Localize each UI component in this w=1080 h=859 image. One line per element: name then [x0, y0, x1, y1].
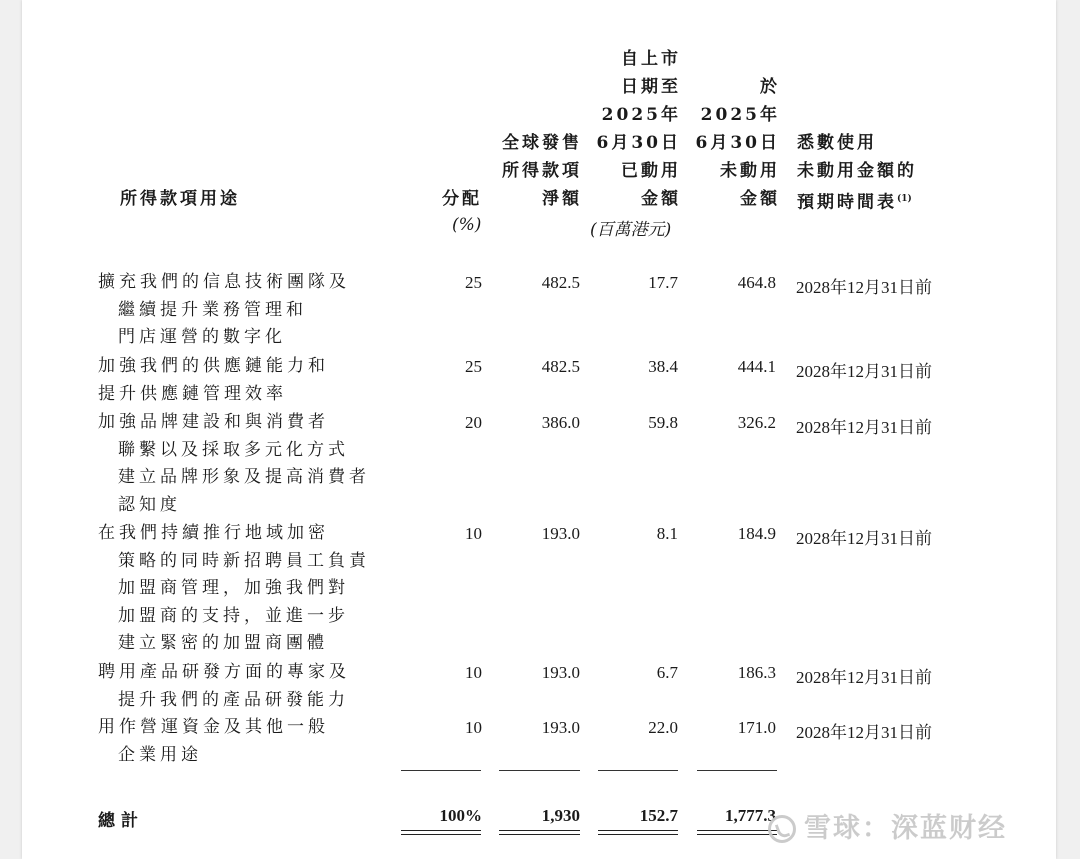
- row-utilized: 38.4: [648, 357, 678, 376]
- row-timeline: 2028年12月31日前: [796, 362, 932, 381]
- row-timeline: 2028年12月31日前: [796, 529, 932, 548]
- row-allocation: 25: [465, 357, 482, 376]
- total-label: 總計: [98, 811, 144, 831]
- footnote-marker: (1): [897, 194, 912, 204]
- row-unutilized: 186.3: [737, 663, 776, 682]
- row-unutilized: 464.8: [737, 273, 776, 292]
- row-timeline: 2028年12月31日前: [796, 278, 932, 297]
- table-row-purpose: 在我們持續推行地域加密 策略的同時新招聘員工負責 加盟商管理，加強我們對 加盟商的支持，並進一步 建立緊密的加盟商團體: [98, 523, 370, 653]
- row-unutilized: 444.1: [737, 357, 776, 376]
- watermark: 雪球：深蓝财经: [768, 806, 1007, 845]
- row-net-proceeds: 193.0: [541, 524, 580, 543]
- header-utilized: 自上市 日期至 2025年 6月30日 已動用 金額: [596, 49, 681, 209]
- row-unutilized: 184.9: [737, 524, 776, 543]
- table-row-purpose: 加強我們的供應鏈能力和 提升供應鏈管理效率: [98, 356, 329, 404]
- unit-hkd-million: (百萬港元): [590, 220, 672, 240]
- total-net-proceeds: 1,930: [541, 806, 580, 825]
- total-double-rule: [401, 830, 481, 835]
- row-net-proceeds: 193.0: [541, 718, 580, 737]
- row-allocation: 10: [465, 718, 482, 737]
- total-double-rule: [598, 830, 678, 835]
- row-allocation: 20: [465, 413, 482, 432]
- snowball-logo-icon: [768, 815, 796, 843]
- total-double-rule: [697, 830, 777, 835]
- total-utilized: 152.7: [639, 806, 678, 825]
- table-row-purpose: 聘用產品研發方面的專家及 提升我們的產品研發能力: [98, 662, 350, 710]
- row-timeline: 2028年12月31日前: [796, 723, 932, 742]
- row-net-proceeds: 386.0: [541, 413, 580, 432]
- table-row-purpose: 擴充我們的信息技術團隊及 繼續提升業務管理和 門店運營的數字化: [98, 272, 350, 347]
- subtotal-rule: [598, 770, 678, 771]
- row-allocation: 25: [465, 273, 482, 292]
- total-unutilized: 1,777.3: [725, 806, 776, 825]
- row-unutilized: 171.0: [737, 718, 776, 737]
- row-utilized: 59.8: [648, 413, 678, 432]
- row-net-proceeds: 482.5: [541, 273, 580, 292]
- row-unutilized: 326.2: [737, 413, 776, 432]
- header-purpose: 所得款項用途: [120, 189, 240, 209]
- row-allocation: 10: [465, 663, 482, 682]
- row-utilized: 8.1: [656, 524, 678, 543]
- row-timeline: 2028年12月31日前: [796, 418, 932, 437]
- header-allocation: 分配: [442, 189, 482, 209]
- header-timeline: 悉數使用 未動用金額的 預期時間表$^{(1)}$: [797, 133, 917, 213]
- table-row-purpose: 用作營運資金及其他一般 企業用途: [98, 717, 329, 765]
- row-timeline: 2028年12月31日前: [796, 668, 932, 687]
- total-allocation: 100%: [439, 806, 482, 825]
- row-utilized: 6.7: [656, 663, 678, 682]
- table-row-purpose: 加強品牌建設和與消費者 聯繫以及採取多元化方式 建立品牌形象及提高消費者 認知度: [98, 412, 370, 515]
- subtotal-rule: [499, 770, 580, 771]
- row-net-proceeds: 482.5: [541, 357, 580, 376]
- unit-percent: (%): [452, 215, 482, 235]
- header-net-proceeds: 全球發售 所得款項 淨額: [502, 133, 582, 209]
- row-net-proceeds: 193.0: [541, 663, 580, 682]
- row-utilized: 17.7: [648, 273, 678, 292]
- header-unutilized: 於 2025年 6月30日 未動用 金額: [695, 77, 780, 209]
- row-allocation: 10: [465, 524, 482, 543]
- row-utilized: 22.0: [648, 718, 678, 737]
- subtotal-rule: [401, 770, 481, 771]
- total-double-rule: [499, 830, 580, 835]
- subtotal-rule: [697, 770, 777, 771]
